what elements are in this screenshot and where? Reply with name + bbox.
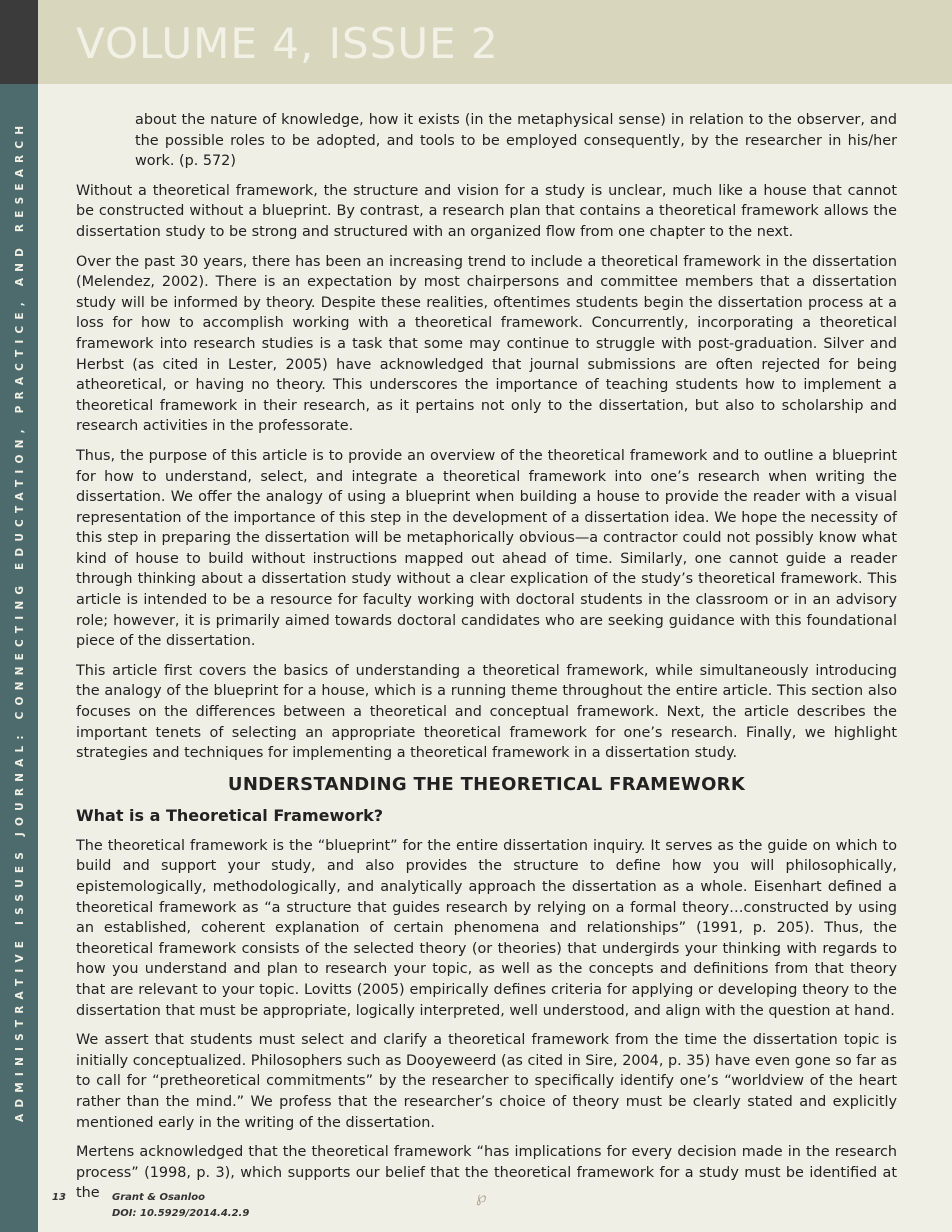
- footer-authors: Grant & Osanloo: [112, 1192, 205, 1203]
- block-quote-continuation: about the nature of knowledge, how it exists (in the metaphysical sense) in relation to the observer, and the possible roles to be adopted, and tools to be employed consequently, by the researcher in his/her work. (p. 572): [135, 112, 897, 170]
- paragraph: Thus, the purpose of this article is to provide an overview of the theoretical framework and to outline a blueprint for how to understand, select, and integrate a theoretical framework into one’s research when writing the dissertation. We offer the analogy of using a blueprint when building a house to provide the reader with a visual representation of the importance of this step in the development of a dissertation idea. We hope the necessity of this step in preparing the dissertation will be metaphorically obvious—a contractor could not possibly know what kind of house to build without instructions mapped out ahead of time. Similarly, one cannot guide a reader through thinking about a dissertation study without a clear explication of the study’s theoretical framework. This article is intended to be a resource for faculty working with doctoral students in the classroom or in an advisory role; however, it is primarily aimed towards doctoral candidates who are seeking guidance with this foundational piece of the dissertation.: [76, 447, 897, 650]
- paragraph: Mertens acknowledged that the theoretical framework “has implications for every decision made in the research process” (1998, p. 3), which supports our belief that the theoretical framework for a study must be identified at the: [76, 1144, 897, 1202]
- section-heading: UNDERSTANDING THE THEORETICAL FRAMEWORK: [227, 773, 746, 795]
- journal-name-vertical: ADMINISTRATIVE ISSUES JOURNAL: CONNECTING EDUCTATION, PRACTICE, AND RESEARCH: [14, 119, 26, 1122]
- paragraph: The theoretical framework is the “blueprint” for the entire dissertation inquiry. It serves as the guide on which to build and support your study, and also provides the structure to define how you will philosophically, epistemologically, methodologically, and analytically approach the dissertation as a whole. Eisenhart defined a theoretical framework as “a structure that guides research by relying on a formal theory…constructed by using an established, coherent explanation of certain phenomena and relationships” (1991, p. 205). Thus, the theoretical framework consists of the selected theory (or theories) that undergirds your thinking with regards to how you understand and plan to research your topic, as well as the concepts and definitions from that theory that are relevant to your topic. Lovitts (2005) empirically defines criteria for applying or developing theory to the dissertation that must be appropriate, logically interpreted, well understood, and align with the question at hand.: [76, 837, 897, 1019]
- paragraph: Over the past 30 years, there has been an increasing trend to include a theoretical framework in the dissertation (Melendez, 2002). There is an expectation by most chairpersons and committee members that a dissertation study will be informed by theory. Despite these realities, oftentimes students begin the dissertation process at a loss for how to accomplish working with a theoretical framework. Concurrently, incorporating a theoretical framework into research studies is a task that some may continue to struggle with post-graduation. Silver and Herbst (as cited in Lester, 2005) have acknowledged that journal submissions are often rejected for being atheoretical, or having no theory. This underscores the importance of teaching students how to implement a theoretical framework in their research, as it pertains not only to the dissertation, but also to scholarship and research activities in the professorate.: [76, 253, 897, 435]
- ornament-icon: ℘: [476, 1188, 487, 1206]
- page-number: 13: [52, 1192, 66, 1203]
- paragraph: Without a theoretical framework, the structure and vision for a study is unclear, much like a house that cannot be constructed without a blueprint. By contrast, a research plan that contains a theoretical framework allows the dissertation study to be strong and structured with an organized flow from one chapter to the next.: [76, 182, 897, 240]
- footer-doi: DOI: 10.5929/2014.4.2.9: [112, 1208, 250, 1219]
- article-body: [76, 110, 897, 1213]
- paragraph: This article first covers the basics of understanding a theoretical framework, while simultaneously introducing the analogy of the blueprint for a house, which is a running theme throughout the entire article. This section also focuses on the differences between a theoretical and conceptual framework. Next, the article describes the important tenets of selecting an appropriate theoretical framework for one’s research. Finally, we highlight strategies and techniques for implementing a theoretical framework in a dissertation study.: [76, 662, 897, 762]
- header-corner: [0, 0, 38, 84]
- subsection-heading: What is a Theoretical Framework?: [76, 805, 384, 825]
- paragraph: We assert that students must select and clarify a theoretical framework from the time the dissertation topic is initially conceptualized. Philosophers such as Dooyeweerd (as cited in Sire, 2004, p. 35) have even gone so far as to call for “pretheoretical commitments” by the researcher to specifically identify one’s “worldview of the heart rather than the mind.” We profess that the researcher’s choice of theory must be clearly stated and explicitly mentioned early in the writing of the dissertation.: [76, 1032, 897, 1131]
- volume-title: VOLUME 4, ISSUE 2: [76, 19, 499, 68]
